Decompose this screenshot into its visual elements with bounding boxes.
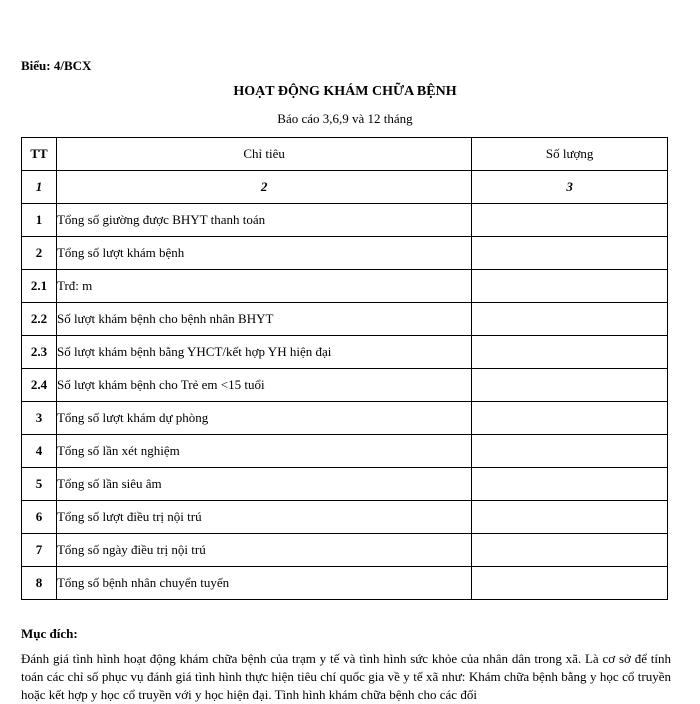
- column-number: 2: [56, 171, 471, 204]
- quantity-cell[interactable]: [472, 468, 668, 501]
- indicator-cell: Tổng số giường được BHYT thanh toán: [56, 204, 471, 237]
- quantity-cell[interactable]: [472, 336, 668, 369]
- page-title: HOẠT ĐỘNG KHÁM CHỮA BỆNH: [233, 84, 457, 99]
- indicator-cell: Tổng số lần xét nghiệm: [56, 435, 471, 468]
- quantity-cell[interactable]: [472, 501, 668, 534]
- form-code: Biểu: 4/BCX: [21, 58, 92, 73]
- row-number: 1: [22, 204, 57, 237]
- table-row: [22, 435, 668, 468]
- page-subtitle: Báo cáo 3,6,9 và 12 tháng: [277, 111, 413, 126]
- indicator-cell: Số lượt khám bệnh bằng YHCT/kết hợp YH hiện đại: [56, 336, 471, 369]
- indicator-cell: Tổng số lượt điều trị nội trú: [56, 501, 471, 534]
- table-row: [22, 501, 668, 534]
- row-number: 6: [22, 501, 57, 534]
- quantity-cell[interactable]: [472, 369, 668, 402]
- table-row: [22, 270, 668, 303]
- row-number: 8: [22, 567, 57, 600]
- table-row: [22, 336, 668, 369]
- indicator-cell: Tổng số lượt khám bệnh: [56, 237, 471, 270]
- quantity-cell[interactable]: [472, 303, 668, 336]
- table-row: [22, 402, 668, 435]
- quantity-cell[interactable]: [472, 204, 668, 237]
- table-row: [22, 534, 668, 567]
- column-header-quantity: Số lượng: [472, 138, 668, 171]
- quantity-cell[interactable]: [472, 270, 668, 303]
- row-number: 3: [22, 402, 57, 435]
- quantity-cell[interactable]: [472, 435, 668, 468]
- row-number: 4: [22, 435, 57, 468]
- purpose-label: Mục đích:: [21, 626, 78, 641]
- indicator-cell: Trđ: m: [56, 270, 471, 303]
- table-row: [22, 369, 668, 402]
- quantity-cell[interactable]: [472, 534, 668, 567]
- column-header-indicator: Chỉ tiêu: [56, 138, 471, 171]
- row-number: 2.2: [22, 303, 57, 336]
- quantity-cell[interactable]: [472, 567, 668, 600]
- table-row: [22, 468, 668, 501]
- table-header-row: [22, 138, 668, 171]
- indicator-cell: Tổng số ngày điều trị nội trú: [56, 534, 471, 567]
- indicator-cell: Tổng số bệnh nhân chuyển tuyến: [56, 567, 471, 600]
- column-number: 1: [22, 171, 57, 204]
- row-number: 2.1: [22, 270, 57, 303]
- table-row: [22, 303, 668, 336]
- table-row: [22, 204, 668, 237]
- quantity-cell[interactable]: [472, 237, 668, 270]
- report-table: [21, 137, 668, 600]
- column-header-tt: TT: [22, 138, 57, 171]
- row-number: 2: [22, 237, 57, 270]
- column-number: 3: [472, 171, 668, 204]
- indicator-cell: Tổng số lượt khám dự phòng: [56, 402, 471, 435]
- row-number: 2.3: [22, 336, 57, 369]
- row-number: 2.4: [22, 369, 57, 402]
- quantity-cell[interactable]: [472, 402, 668, 435]
- indicator-cell: Số lượt khám bệnh cho bệnh nhân BHYT: [56, 303, 471, 336]
- table-row: [22, 567, 668, 600]
- row-number: 5: [22, 468, 57, 501]
- row-number: 7: [22, 534, 57, 567]
- purpose-text: Đánh giá tình hình hoạt động khám chữa bệnh của trạm y tế và tình hình sức khỏe của nhân dân trong xã. Là cơ sở để tính toán các chỉ số phục vụ đánh giá tình hình thực hiện tiêu chí quốc gia về y tế xã như: Khám chữa bệnh bằng y học cổ truyền hoặc kết hợp y học cổ truyền với y học hiện đại. Tình hình khám chữa bệnh cho các đối: [21, 651, 671, 702]
- table-row: [22, 237, 668, 270]
- indicator-cell: Số lượt khám bệnh cho Trẻ em <15 tuổi: [56, 369, 471, 402]
- column-number-row: [22, 171, 668, 204]
- indicator-cell: Tổng số lần siêu âm: [56, 468, 471, 501]
